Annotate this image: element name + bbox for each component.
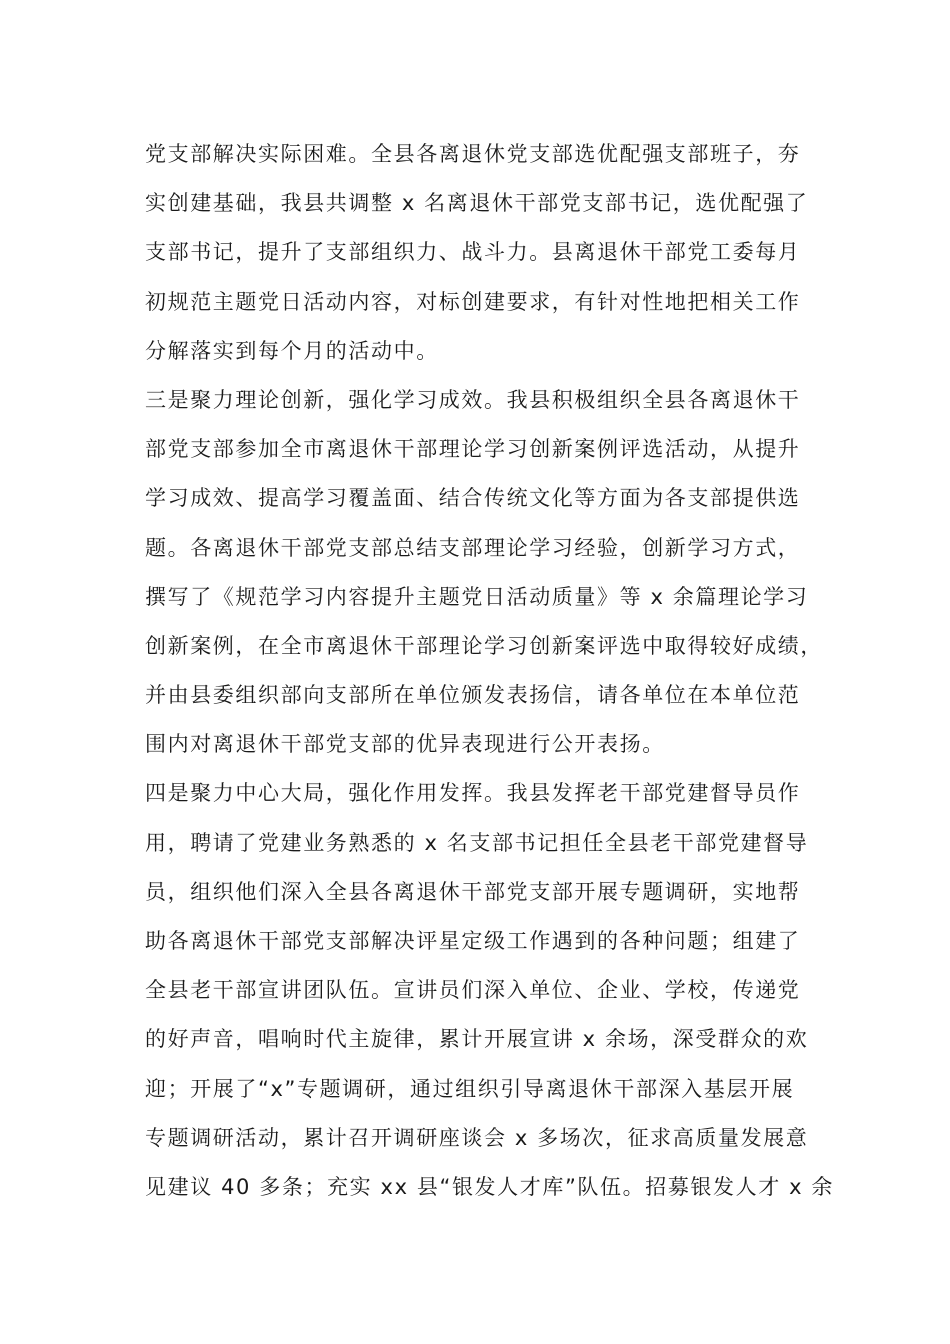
document-body bbox=[145, 130, 835, 1212]
text-line-12: 并由县委组织部向支部所在单位颁发表扬信，请各单位在本单位范 bbox=[145, 683, 801, 708]
text-line-20: 迎；开展了“x”专题调研，通过组织引导离退休干部深入基层开展 bbox=[145, 1076, 795, 1101]
text-line-22: 见建议 40 多条；充实 xx 县“银发人才库”队伍。招募银发人才 x 余 bbox=[145, 1174, 835, 1199]
text-line-21: 专题调研活动，累计召开调研座谈会 x 多场次，征求高质量发展意 bbox=[145, 1125, 809, 1150]
text-line-16: 员，组织他们深入全县各离退休干部党支部开展专题调研，实地帮 bbox=[145, 879, 801, 904]
text-line-15: 用，聘请了党建业务熟悉的 x 名支部书记担任全县老干部党建督导 bbox=[145, 830, 809, 855]
text-line-18: 全县老干部宣讲团队伍。宣讲员们深入单位、企业、学校，传递党 bbox=[145, 978, 801, 1003]
text-line-1: 党支部解决实际困难。全县各离退休党支部选优配强支部班子，夯 bbox=[145, 142, 801, 166]
text-line-6: 三是聚力理论创新，强化学习成效。我县积极组织全县各离退休干 bbox=[145, 387, 801, 412]
text-line-14: 四是聚力中心大局，强化作用发挥。我县发挥老干部党建督导员作 bbox=[145, 781, 801, 806]
text-line-10: 撰写了《规范学习内容提升主题党日活动质量》等 x 余篇理论学习 bbox=[145, 584, 809, 609]
text-line-19: 的好声音，唱响时代主旋律，累计开展宣讲 x 余场，深受群众的欢 bbox=[145, 1027, 809, 1052]
text-line-5: 分解落实到每个月的活动中。 bbox=[145, 338, 439, 363]
text-line-13: 围内对离退休干部党支部的优异表现进行公开表扬。 bbox=[145, 732, 665, 757]
text-line-4: 初规范主题党日活动内容，对标创建要求，有针对性地把相关工作 bbox=[145, 289, 801, 314]
text-line-3: 支部书记，提升了支部组织力、战斗力。县离退休干部党工委每月 bbox=[145, 240, 801, 265]
text-line-9: 题。各离退休干部党支部总结支部理论学习经验，创新学习方式， bbox=[145, 535, 801, 560]
text-line-2: 实创建基础，我县共调整 x 名离退休干部党支部书记，选优配强了 bbox=[145, 191, 809, 216]
text-line-11: 创新案例，在全市离退休干部理论学习创新案评选中取得较好成绩， bbox=[145, 633, 823, 658]
text-line-7: 部党支部参加全市离退休干部理论学习创新案例评选活动，从提升 bbox=[145, 437, 801, 462]
text-line-17: 助各离退休干部党支部解决评星定级工作遇到的各种问题；组建了 bbox=[145, 929, 801, 953]
text-line-8: 学习成效、提高学习覆盖面、结合传统文化等方面为各支部提供选 bbox=[145, 486, 801, 511]
